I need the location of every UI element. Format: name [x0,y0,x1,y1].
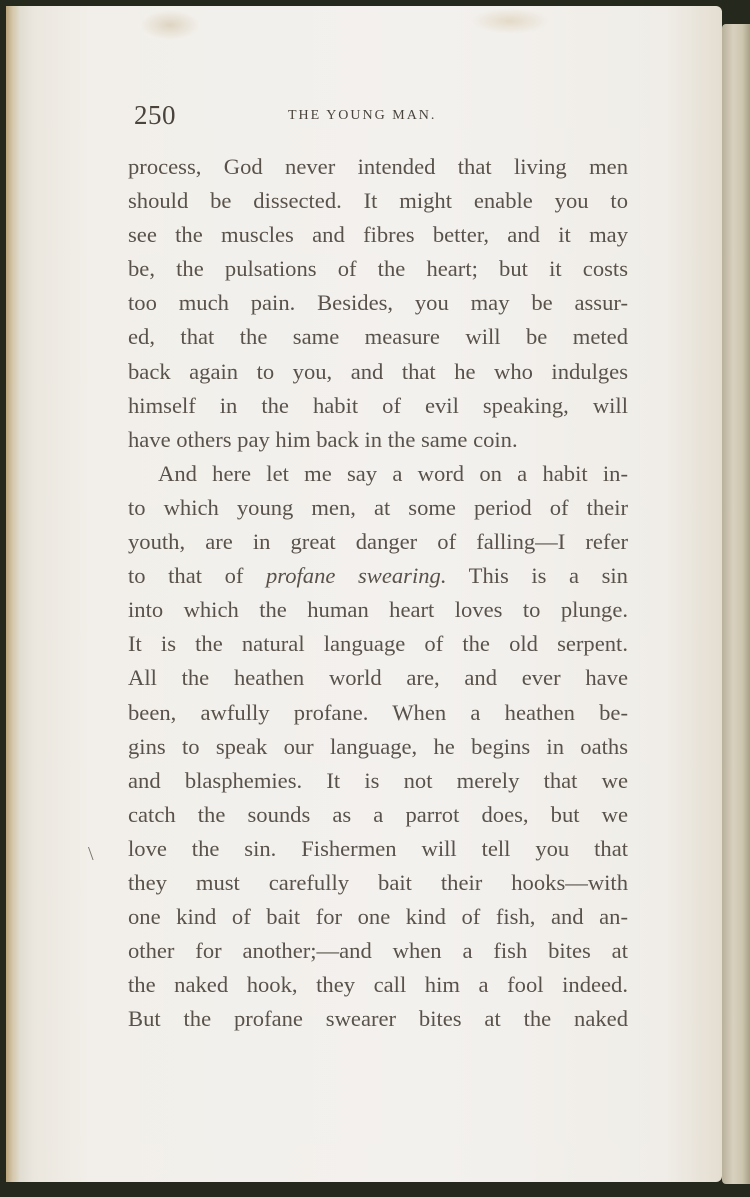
margin-mark: \ [88,843,94,865]
text-line: But the profane swearer bites at the naked [128,1006,628,1032]
text-line: into which the human heart loves to plunge. [128,597,628,623]
page-stack-edge [722,24,750,1184]
emphasized-phrase: profane swearing. [265,563,447,589]
text-line: one kind of bait for one kind of fish, and an- [128,904,628,930]
body-text [128,150,628,1036]
page-stain [470,8,550,34]
text-line: the naked hook, they call him a fool indeed. [128,972,628,998]
text-line: be, the pulsations of the heart; but it costs [128,256,628,282]
text-line: It is the natural language of the old serpent. [128,631,628,657]
text-run: to that of [128,563,266,589]
page-stain [140,10,200,40]
text-line: see the muscles and fibres better, and it may [128,222,628,248]
page-header [134,100,634,134]
text-line: youth, are in great danger of falling—I refer [128,529,628,555]
text-line: should be dissected. It might enable you to [128,188,628,214]
text-line: to which young men, at some period of their [128,494,628,520]
paragraph-start-line: And here let me say a word on a habit in- [158,460,628,486]
text-line: All the heathen world are, and ever have [128,665,628,691]
text-line: catch the sounds as a parrot does, but we [128,801,628,827]
page-number: 250 [134,100,176,130]
text-line: been, awfully profane. When a heathen be- [128,699,628,725]
text-line: back again to you, and that he who indulges [128,358,628,384]
text-line: too much pain. Besides, you may be assur- [128,290,628,316]
text-line: other for another;—and when a fish bites at [128,938,628,964]
text-line: process, God never intended that living men [128,154,628,179]
text-line: gins to speak our language, he begins in oaths [128,733,628,759]
text-line-with-emphasis [128,559,628,593]
text-line: they must carefully bait their hooks—with [128,869,628,895]
text-line: love the sin. Fishermen will tell you that [128,835,628,861]
running-head: THE YOUNG MAN. [288,108,437,123]
text-line: himself in the habit of evil speaking, will [128,392,628,418]
paragraph-end-line: have others pay him back in the same coin. [128,426,518,452]
page-gutter-shadow [6,6,20,1182]
text-line: and blasphemies. It is not merely that we [128,767,628,793]
text-line: ed, that the same measure will be meted [128,324,628,350]
text-run: This is a sin [446,563,628,589]
